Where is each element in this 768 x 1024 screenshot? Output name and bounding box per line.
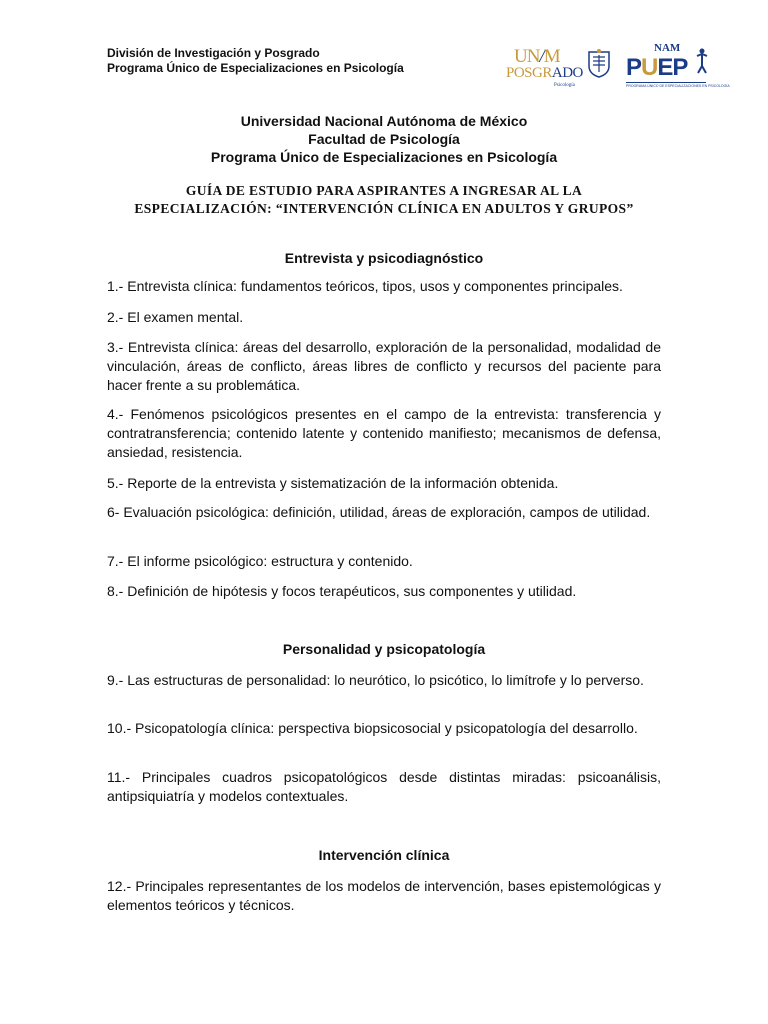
list-item: 6- Evaluación psicológica: definición, utilidad, áreas de exploración, campos de utilidad. [107, 504, 651, 520]
header-division: División de Investigación y Posgrado [107, 46, 320, 60]
section-heading-entrevista: Entrevista y psicodiagnóstico [284, 250, 484, 266]
list-item: 11.- Principales cuadros psicopatológicos desde distintas miradas: psicoanálisis, antipsiquiatría y modelos contextuales. [107, 769, 661, 804]
institution-title [0, 112, 768, 166]
unam-seal-icon [586, 48, 612, 78]
program-name: Programa Único de Especializaciones en Psicología [210, 149, 558, 165]
list-item: 7.- El informe psicológico: estructura y contenido. [107, 553, 413, 569]
list-item: 1.- Entrevista clínica: fundamentos teóricos, tipos, usos y componentes principales. [107, 278, 623, 294]
faculty-name: Facultad de Psicología [308, 131, 460, 147]
section-heading-personalidad: Personalidad y psicopatología [282, 641, 486, 657]
list-item: 9.- Las estructuras de personalidad: lo neurótico, lo psicótico, lo limítrofe y lo perverso. [107, 672, 644, 688]
list-item: 5.- Reporte de la entrevista y sistematización de la información obtenida. [107, 475, 559, 491]
list-item: 10.- Psicopatología clínica: perspectiva biopsicosocial y psicopatología del desarrollo. [107, 720, 638, 736]
section-heading-intervencion: Intervención clínica [318, 847, 450, 863]
list-item: 2.- El examen mental. [107, 309, 244, 325]
list-item: 4.- Fenómenos psicológicos presentes en el campo de la entrevista: transferencia y contratransferencia; contenido latente y contenido manifiesto; mecanismos de defensa, ansiedad, resistencia. [107, 406, 661, 460]
page-header [107, 46, 404, 76]
list-item: 8.- Definición de hipótesis y focos terapéuticos, sus componentes y utilidad. [107, 583, 577, 599]
header-program: Programa Único de Especializaciones en Psicología [107, 61, 404, 75]
list-item: 3.- Entrevista clínica: áreas del desarrollo, exploración de la personalidad, modalidad de vinculación, áreas de conflicto, áreas libres de conflicto y recursos del paciente para hacer frente a su problemática. [107, 339, 661, 393]
unam-posgrado-logo: UN/M POSGRADO Psicología [500, 42, 615, 90]
header-logos [500, 42, 730, 92]
university-name: Universidad Nacional Autónoma de México [240, 113, 528, 129]
guide-title: GUÍA DE ESTUDIO PARA ASPIRANTES A INGRESAR AL LA ESPECIALIZACIÓN: “INTERVENCIÓN CLÍNICA EN ADULTOS Y GRUPOS” [134, 183, 634, 216]
figure-icon [696, 48, 708, 74]
list-item: 12.- Principales representantes de los modelos de intervención, bases epistemológicas y elementos teóricos y técnicos. [107, 878, 661, 913]
puep-logo: NAM PUEP PROGRAMA ÚNICO DE ESPECIALIZACIONES EN PSICOLOGÍA [626, 42, 730, 88]
